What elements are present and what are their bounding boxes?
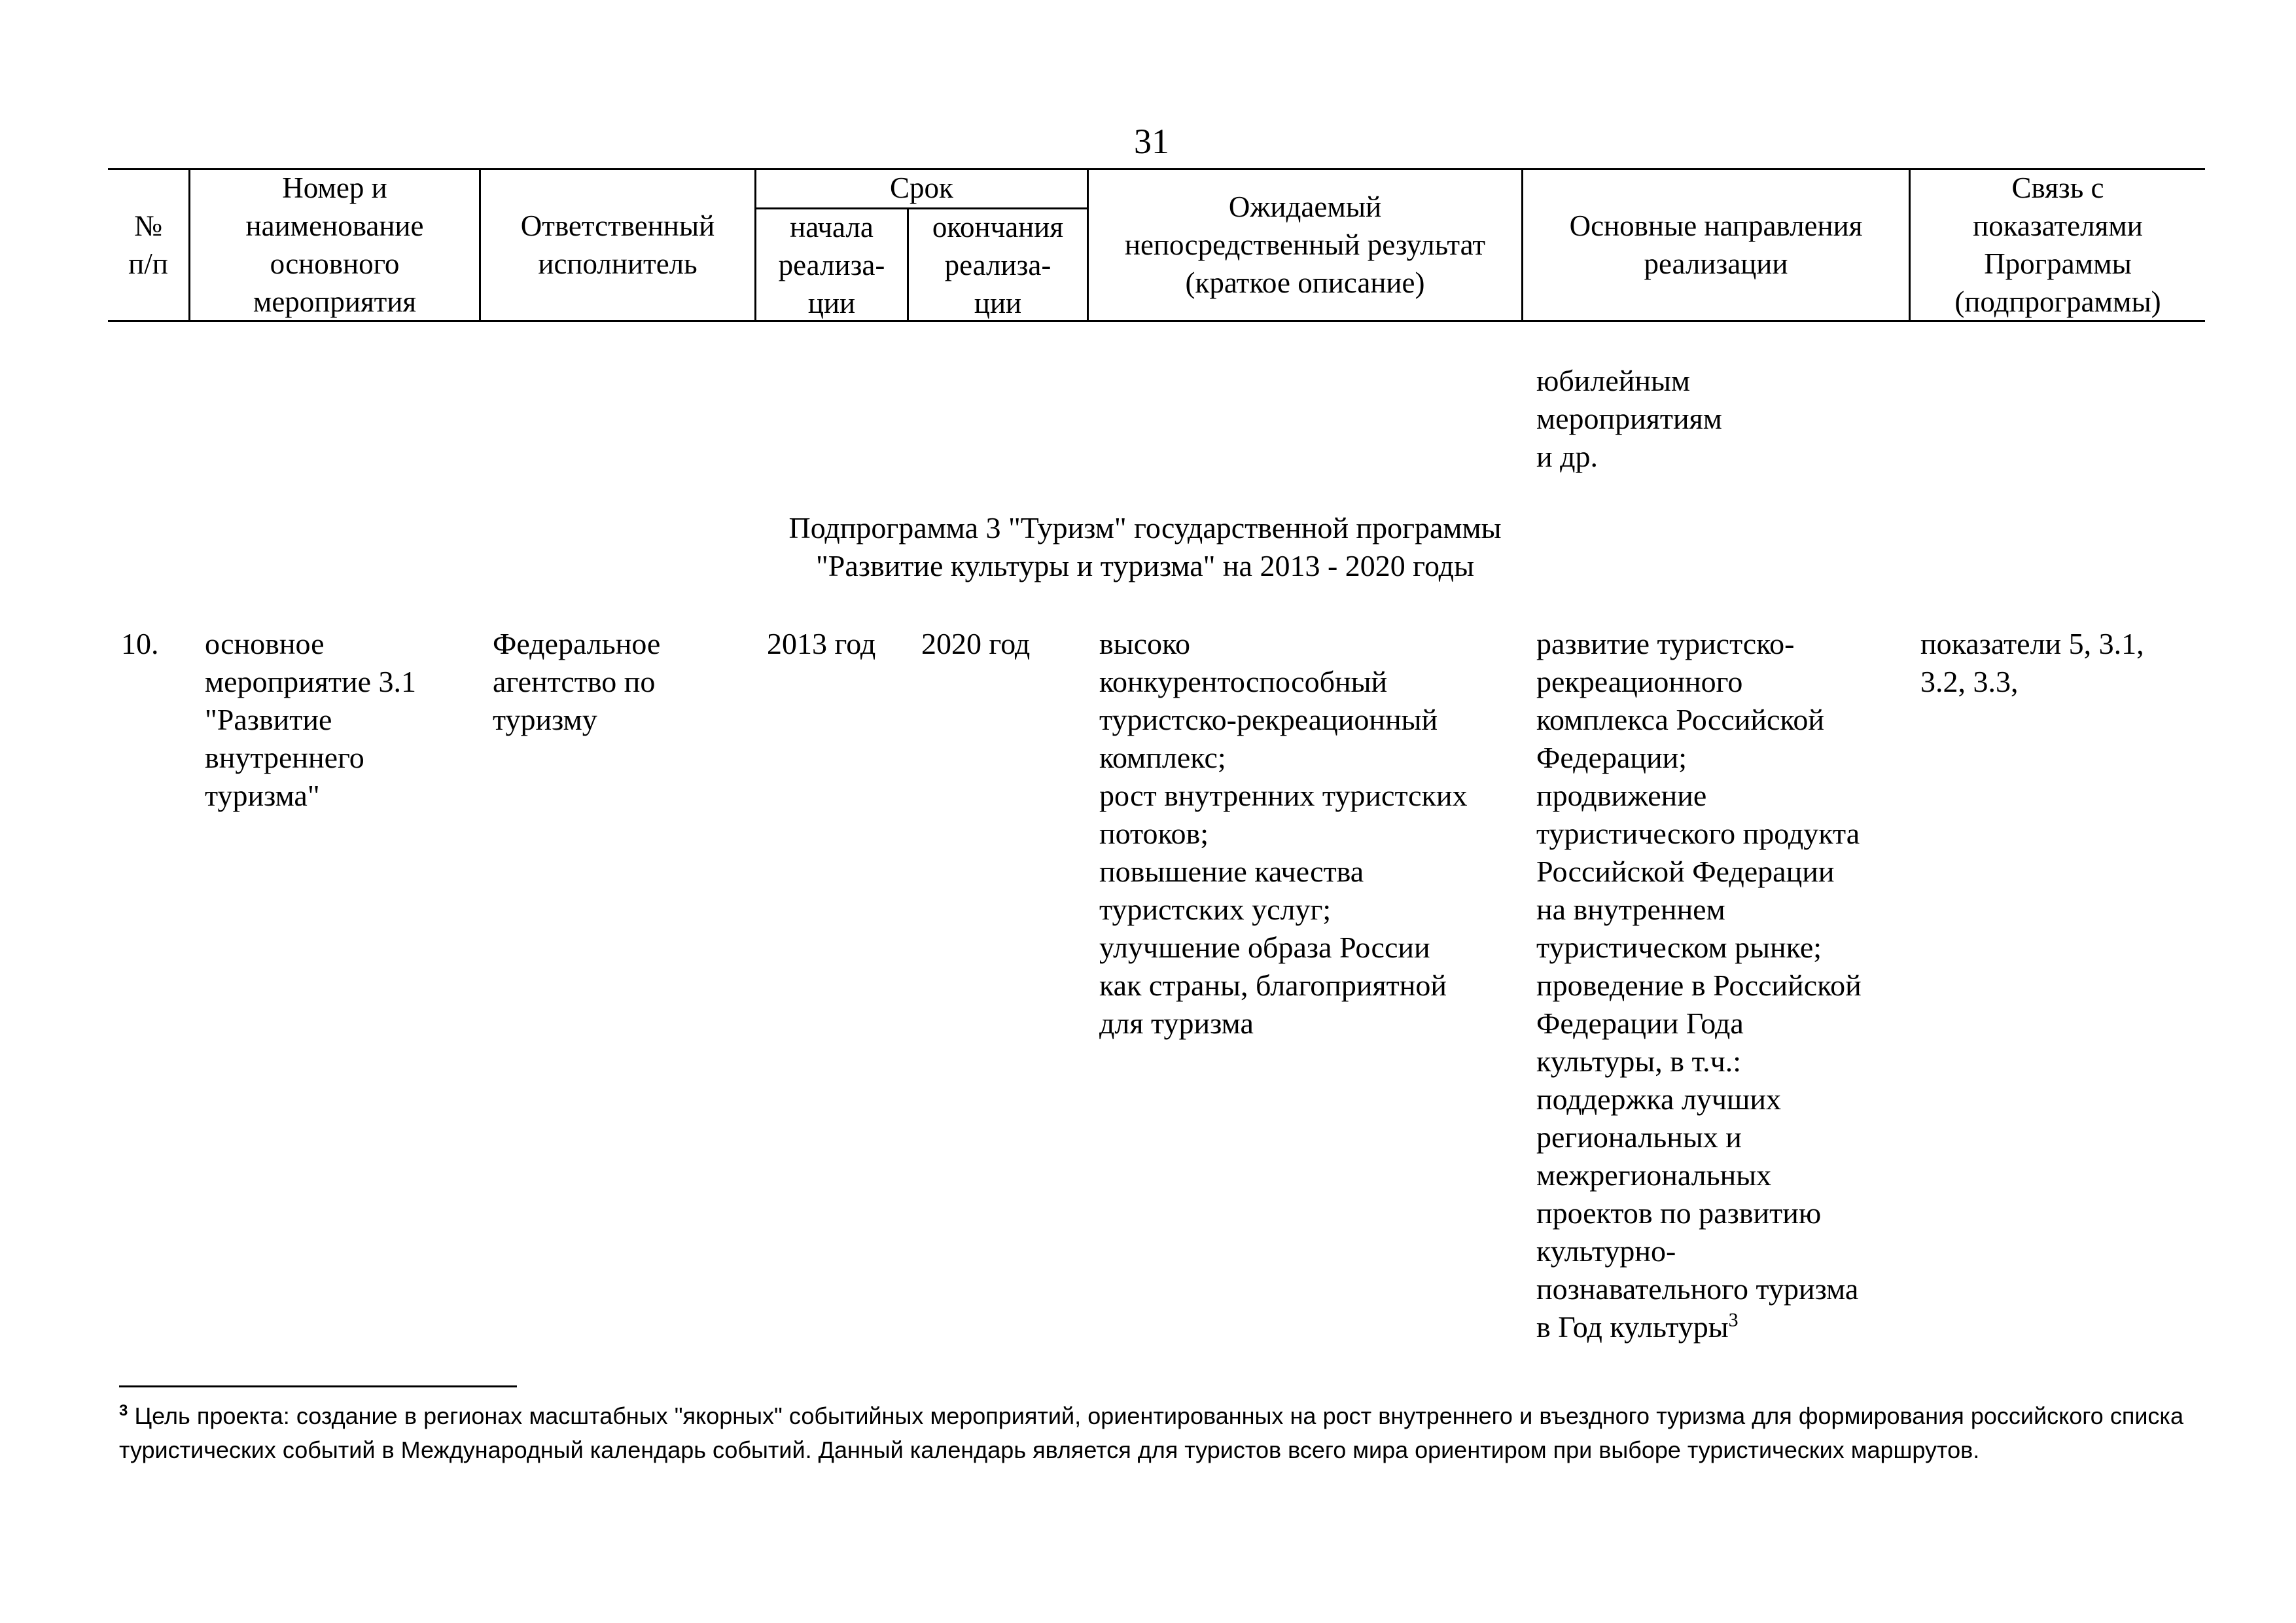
row-start: 2013 год: [767, 627, 876, 660]
footnote-marker: 3: [119, 1402, 128, 1419]
header-directions: Основные направления реализации: [1569, 209, 1863, 280]
page-number: 31: [1134, 122, 1169, 161]
row-number: 10.: [121, 627, 159, 660]
header-indicators: Связь с показателями Программы (подпрограммы): [1954, 171, 2161, 318]
header-result: Ожидаемый непосредственный результат (краткое описание): [1124, 190, 1486, 299]
row-executor: Федеральное агентство по туризму: [493, 627, 661, 736]
continuation-text: юбилейным мероприятиям и др.: [1536, 364, 1722, 473]
footnote-reference: 3: [1728, 1309, 1739, 1331]
header-start: начала реализа- ции: [778, 211, 885, 319]
header-term: Срок: [890, 171, 953, 204]
footnote-separator: [119, 1385, 517, 1387]
footnote-text: Цель проекта: создание в регионах масштабных "якорных" событийных мероприятий, ориентированных на рост внутреннего и въездного туризма для формирования российского списка туристических событий в Международный календарь событий. Данный календарь является для туристов всего мира ориентиром при выборе туристических маршрутов.: [119, 1402, 2183, 1463]
row-activity: основное мероприятие 3.1 "Развитие внутреннего туризма": [205, 627, 417, 812]
row-end: 2020 год: [921, 627, 1031, 660]
row-result: высоко конкурентоспособный туристско-рекреационный комплекс; рост внутренних туристских потоков; повышение качества туристских услуг; улучшение образа России как страны, благоприятной для туризма: [1099, 627, 1468, 1040]
header-end: окончания реализа- ции: [932, 211, 1064, 319]
section-title: Подпрограмма 3 "Туризм" государственной программы "Развитие культуры и туризма" на 2013 - 2020 годы: [788, 511, 1502, 582]
row-directions: [1536, 625, 1862, 1346]
header-number: № п/п: [128, 209, 168, 280]
footnote: [119, 1399, 2183, 1467]
header-activity: Номер и наименование основного мероприятия: [245, 171, 424, 318]
header-executor: Ответственный исполнитель: [520, 209, 715, 280]
row-directions-text: развитие туристско- рекреационного комплекса Российской Федерации; продвижение туристического продукта Российской Федерации на внутреннем туристическом рынке; проведение в Российской Федерации Года культуры, в т.ч.: поддержка лучших региональных и межрегиональных проектов по развитию культурно- познавательного туризма в Год культуры: [1536, 627, 1862, 1344]
row-indicators: показатели 5, 3.1, 3.2, 3.3,: [1920, 627, 2144, 698]
